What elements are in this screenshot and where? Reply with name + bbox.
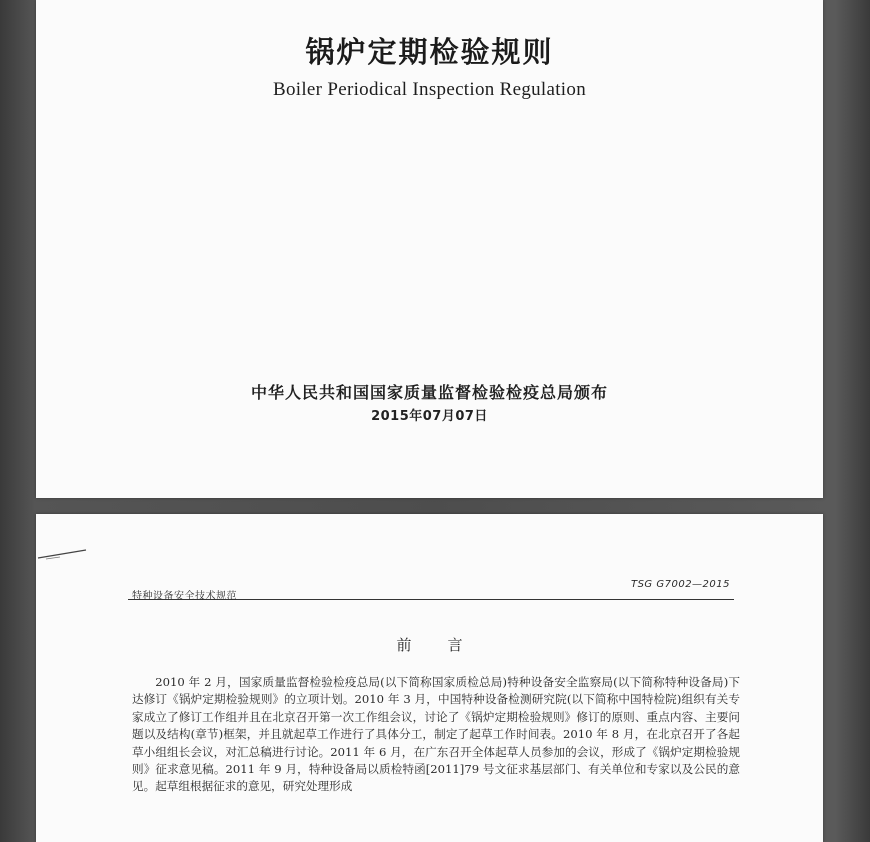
cover-title-english: Boiler Periodical Inspection Regulation: [273, 79, 586, 100]
preface-heading: 前言: [396, 636, 499, 654]
preface-page: [36, 514, 823, 842]
cover-page: [36, 0, 823, 498]
preface-paragraph: 2010 年 2 月，国家质量监督检验检疫总局(以下简称国家质检总局)特种设备安全监察局(以下简称特种设备局)下达修订《锅炉定期检验规则》的立项计划。2010 年 3 月，中国特种设备检测研究院(以下简称中国特检院)组织有关专家成立了修订工作组并且在北京召开第一次工作组会议，讨论了《锅炉定期检验规则》修订的原则、重点内容、主要问题以及结构(章节)框架，并且就起草工作进行了具体分工，制定了起草工作时间表。2010 年 8 月，在北京召开了各起草小组组长会议，对汇总稿进行讨论。2011 年 6 月，在广东召开全体起草人员参加的会议，形成了《锅炉定期检验规则》征求意见稿。2011 年 9 月，特种设备局以质检特函[2011]79 号文征求基层部门、有关单位和专家以及公民的意见。起草组根据征求的意见，研究处理形成: [132, 675, 740, 794]
running-header-left: 特种设备安全技术规范: [132, 591, 237, 602]
header-divider: [128, 599, 734, 600]
cover-issuer: 中华人民共和国国家质量监督检验检疫总局颁布: [250, 383, 608, 402]
scan-artifact-mark: [36, 546, 88, 564]
running-header-right: TSG G7002—2015: [630, 579, 730, 590]
cover-title-chinese: 锅炉定期检验规则: [305, 35, 554, 69]
cover-date: 2015年07月07日: [371, 409, 488, 424]
